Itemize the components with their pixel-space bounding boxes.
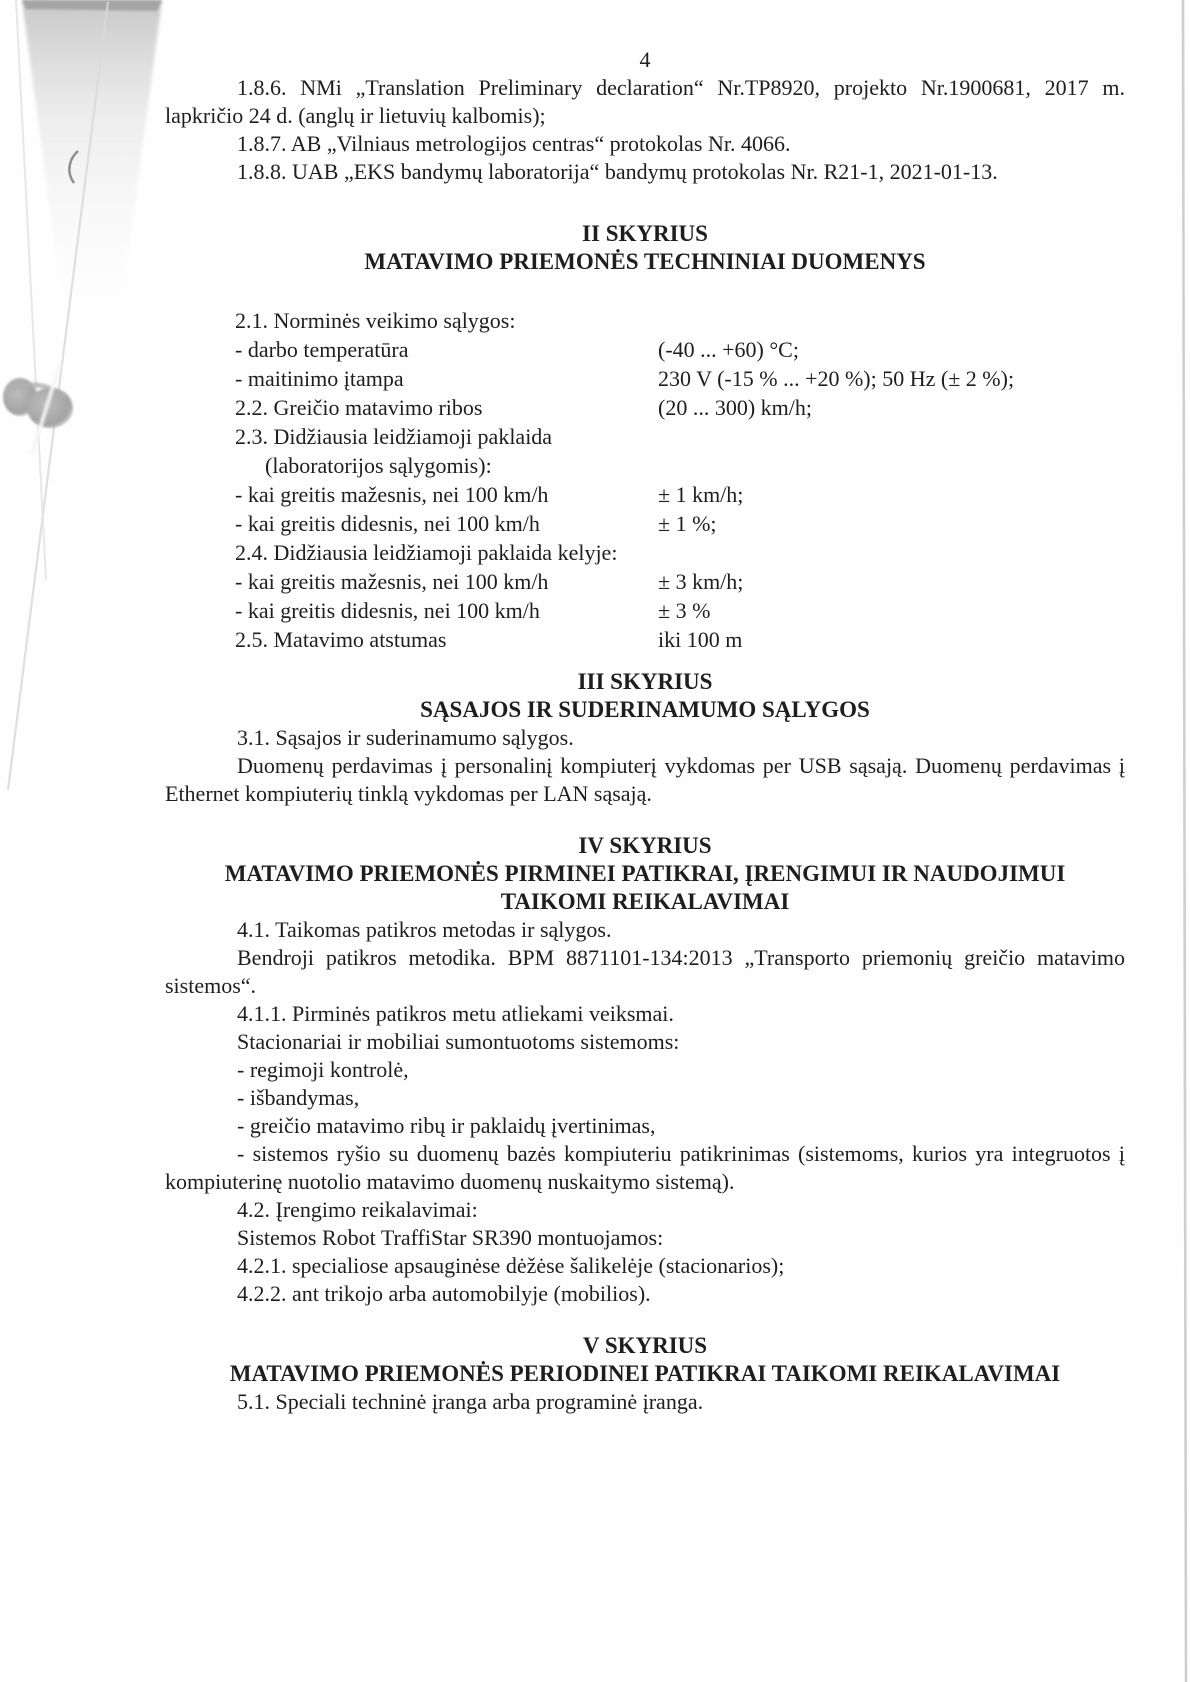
spec-row (165, 335, 1125, 364)
spec-label: 2.3. Didžiausia leidžiamoji paklaida (235, 424, 553, 449)
spec-label: - kai greitis mažesnis, nei 100 km/h (235, 569, 549, 594)
section-4-title-line3: TAIKOMI REIKALAVIMAI (500, 889, 790, 914)
pen-mark (69, 151, 78, 183)
spec-label: - kai greitis mažesnis, nei 100 km/h (235, 482, 549, 507)
paragraph-4-stacionariai: Stacionariai ir mobiliai sumontuotoms sistemoms: (237, 1029, 680, 1054)
spec-label: - kai greitis didesnis, nei 100 km/h (235, 511, 540, 536)
spec-value: ± 3 km/h; (658, 569, 744, 594)
section-3 (165, 668, 1125, 808)
paragraph-5-1: 5.1. Speciali techninė įranga arba programinė įranga. (237, 1389, 704, 1414)
paragraph-4-1: 4.1. Taikomas patikros metodas ir sąlygos. (237, 917, 612, 942)
spec-label: - maitinimo įtampa (235, 366, 404, 391)
spec-row (165, 625, 1125, 654)
section-4 (165, 832, 1125, 1308)
spec-label: 2.4. Didžiausia leidžiamoji paklaida kelyje: (235, 540, 618, 565)
spec-value: ± 1 %; (658, 511, 717, 536)
spec-list (165, 306, 1125, 654)
paragraph-4-2: 4.2. Įrengimo reikalavimai: (237, 1197, 478, 1222)
section-3-title-line1: III SKYRIUS (577, 669, 713, 694)
spec-row (165, 509, 1125, 538)
spec-value: iki 100 m (658, 627, 743, 652)
page-number: 4 (639, 47, 651, 72)
spec-row (165, 306, 1125, 335)
section-2-title-line2: MATAVIMO PRIEMONĖS TECHNINIAI DUOMENYS (364, 249, 926, 274)
list-item-isbandymas: - išbandymas, (237, 1085, 360, 1110)
paragraph-4-2-2: 4.2.2. ant trikojo arba automobilyje (mobilios). (237, 1281, 651, 1306)
paragraph-1-8-6: 1.8.6. NMi „Translation Preliminary declaration“ Nr.TP8920, projekto Nr.1900681, 2017 m. lapkričio 24 d. (anglų ir lietuvių kalbomis); (165, 75, 1125, 128)
spec-row (165, 451, 1125, 480)
spec-label: - darbo temperatūra (235, 337, 409, 362)
spec-row (165, 567, 1125, 596)
spec-row (165, 364, 1125, 393)
list-item-greicio: - greičio matavimo ribų ir paklaidų įvertinimas, (237, 1113, 656, 1138)
section-4-title-line2: MATAVIMO PRIEMONĖS PIRMINEI PATIKRAI, ĮRENGIMUI IR NAUDOJIMUI (224, 861, 1066, 886)
section-4-title-line1: IV SKYRIUS (578, 833, 712, 858)
section-2 (165, 220, 1125, 654)
paragraph-4-1-1: 4.1.1. Pirminės patikros metu atliekami veiksmai. (237, 1001, 674, 1026)
right-edge-line (1183, 0, 1186, 1682)
list-item-sistemos-rysio: - sistemos ryšio su duomenų bazės kompiuteriu patikrinimas (sistemoms, kurios yra integruotos į kompiuterinę nuotolio matavimo duomenų nuskaitymo sistemą). (165, 1141, 1125, 1194)
paragraph-1-8-8: 1.8.8. UAB „EKS bandymų laboratorija“ bandymų protokolas Nr. R21-1, 2021-01-13. (237, 159, 998, 184)
paragraph-1-8-7: 1.8.7. AB „Vilniaus metrologijos centras“ protokolas Nr. 4066. (237, 131, 791, 156)
spec-label: (laboratorijos sąlygomis): (265, 453, 492, 478)
spec-label: 2.1. Norminės veikimo sąlygos: (235, 308, 516, 333)
left-edge-line (16, 0, 46, 580)
list-item-regimoji: - regimoji kontrolė, (237, 1057, 409, 1082)
spec-label: 2.2. Greičio matavimo ribos (235, 395, 483, 420)
spec-value: ± 3 % (658, 598, 711, 623)
spec-row (165, 596, 1125, 625)
corner-shadow (22, 0, 162, 345)
spec-value: (-40 ... +60) °C; (658, 337, 799, 362)
section-5-title-line1: V SKYRIUS (582, 1333, 708, 1358)
section-5 (165, 1332, 1125, 1416)
paragraph-3-usb: Duomenų perdavimas į personalinį kompiuterį vykdomas per USB sąsają. Duomenų perdavimas į Ethernet kompiuterių tinklą vykdomas per LAN sąsają. (165, 753, 1125, 806)
section-5-title-line2: MATAVIMO PRIEMONĖS PERIODINEI PATIKRAI TAIKOMI REIKALAVIMAI (229, 1361, 1061, 1386)
spec-label: - kai greitis didesnis, nei 100 km/h (235, 598, 540, 623)
diagonal-fold-line (8, 2, 108, 790)
spec-label: 2.5. Matavimo atstumas (235, 627, 447, 652)
document-content (165, 0, 1125, 1416)
spec-row (165, 480, 1125, 509)
spec-row (165, 422, 1125, 451)
paragraph-4-metodika: Bendroji patikros metodika. BPM 8871101-134:2013 „Transporto priemonių greičio matavimo sistemos“. (165, 945, 1125, 998)
paragraph-4-2-1: 4.2.1. specialiose apsauginėse dėžėse šalikelėje (stacionarios); (237, 1253, 785, 1278)
paragraph-3-1: 3.1. Sąsajos ir suderinamumo sąlygos. (237, 725, 574, 750)
paragraph-4-sistemos-robot: Sistemos Robot TraffiStar SR390 montuojamos: (237, 1225, 664, 1250)
section-3-title-line2: SĄSAJOS IR SUDERINAMUMO SĄLYGOS (420, 697, 870, 722)
intro-block (165, 74, 1125, 186)
section-2-title-line1: II SKYRIUS (582, 221, 708, 246)
spec-value: (20 ... 300) km/h; (658, 395, 812, 420)
spec-row (165, 393, 1125, 422)
spec-row (165, 538, 1125, 567)
spec-value: 230 V (-15 % ... +20 %); 50 Hz (± 2 %); (658, 366, 1015, 391)
binder-mark (3, 364, 73, 454)
corner-shadow-edge (22, 0, 162, 11)
spec-value: ± 1 km/h; (658, 482, 744, 507)
